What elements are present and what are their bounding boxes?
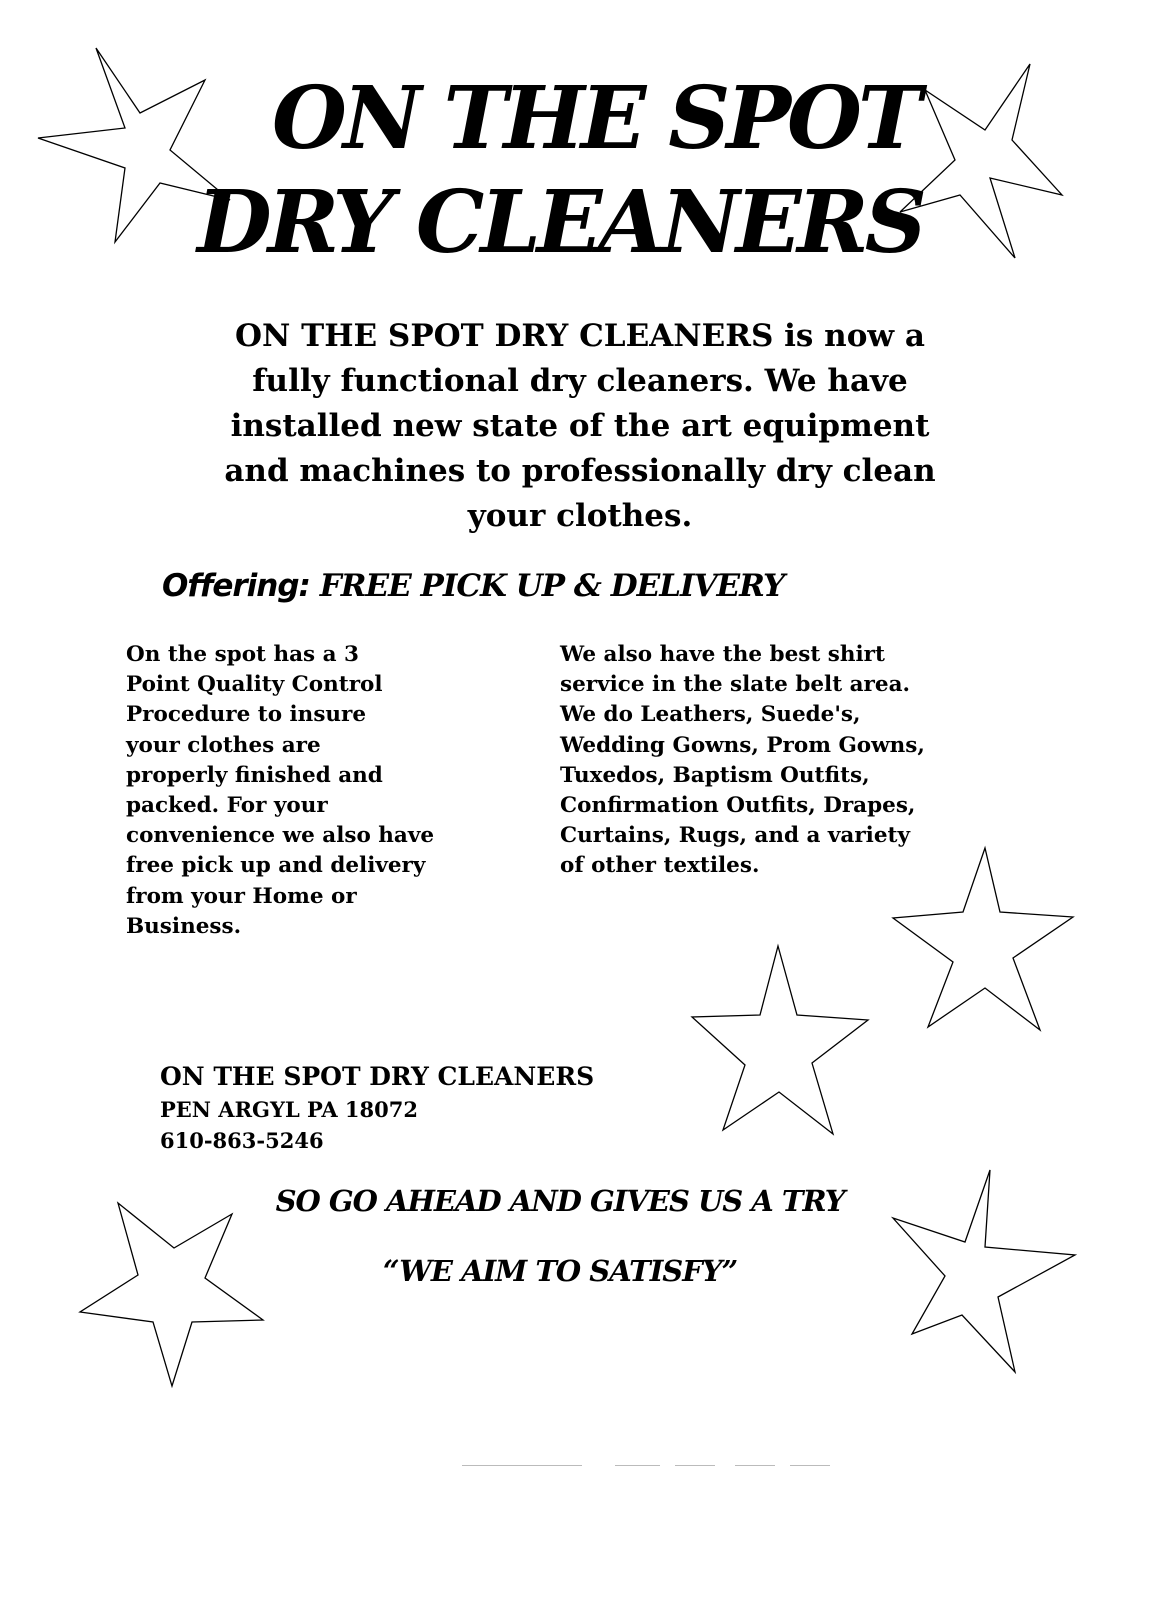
intro-line: your clothes. xyxy=(467,498,693,534)
star-outline-bottom-left xyxy=(80,1203,263,1386)
scan-artifact-line xyxy=(675,1465,715,1466)
intro-line: and machines to professionally dry clean xyxy=(224,453,936,489)
left-col-line: your clothes are xyxy=(126,732,321,758)
right-col-line: Confirmation Outfits, Drapes, xyxy=(560,793,916,819)
intro-line: installed new state of the art equipment xyxy=(230,408,930,444)
left-col-line: free pick up and delivery xyxy=(126,853,426,879)
left-col-line: Point Quality Control xyxy=(126,672,383,698)
scan-artifact-line xyxy=(735,1465,775,1466)
scan-artifact-line xyxy=(790,1465,830,1466)
right-col-line: Curtains, Rugs, and a variety xyxy=(560,823,910,849)
business-name: ON THE SPOT DRY CLEANERS xyxy=(160,1062,595,1091)
left-col-line: On the spot has a 3 xyxy=(126,642,359,667)
scan-artifact-line xyxy=(462,1465,582,1466)
business-phone: 610-863-5246 xyxy=(160,1128,324,1153)
address-block xyxy=(160,1060,594,1156)
star-outline-mid-center xyxy=(692,946,868,1134)
title-line-1: ON THE SPOT xyxy=(272,68,918,169)
right-col-line: We also have the best shirt xyxy=(560,642,885,667)
intro-line: ON THE SPOT DRY CLEANERS is now a xyxy=(235,318,925,354)
intro-line: fully functional dry cleaners. We have xyxy=(252,363,908,399)
intro-paragraph xyxy=(150,314,1010,539)
left-col-line: from your Home or xyxy=(126,883,357,909)
offering-heading xyxy=(162,568,922,604)
left-col-line: properly finished and xyxy=(126,762,383,788)
offering-text: FREE PICK UP & DELIVERY xyxy=(319,568,785,604)
quality-control-paragraph xyxy=(126,640,526,942)
title-line-2: DRY CLEANERS xyxy=(197,172,923,273)
motto: “WE AIM TO SATISFY” xyxy=(382,1254,738,1288)
call-to-action: SO GO AHEAD AND GIVES US A TRY xyxy=(275,1184,845,1218)
offering-label: Offering: xyxy=(162,568,310,604)
left-col-line: Business. xyxy=(126,913,242,939)
left-col-line: Procedure to insure xyxy=(126,702,367,728)
right-col-line: service in the slate belt area. xyxy=(560,672,910,698)
right-col-line: of other textiles. xyxy=(560,853,760,879)
services-paragraph xyxy=(560,640,1000,882)
scan-artifact-line xyxy=(615,1465,660,1466)
left-col-line: packed. For your xyxy=(126,793,328,819)
business-city: PEN ARGYL PA 18072 xyxy=(160,1097,418,1122)
right-col-line: We do Leathers, Suede's, xyxy=(560,702,861,728)
right-col-line: Wedding Gowns, Prom Gowns, xyxy=(560,732,925,758)
left-col-line: convenience we also have xyxy=(126,823,435,849)
right-col-line: Tuxedos, Baptism Outfits, xyxy=(560,762,870,788)
